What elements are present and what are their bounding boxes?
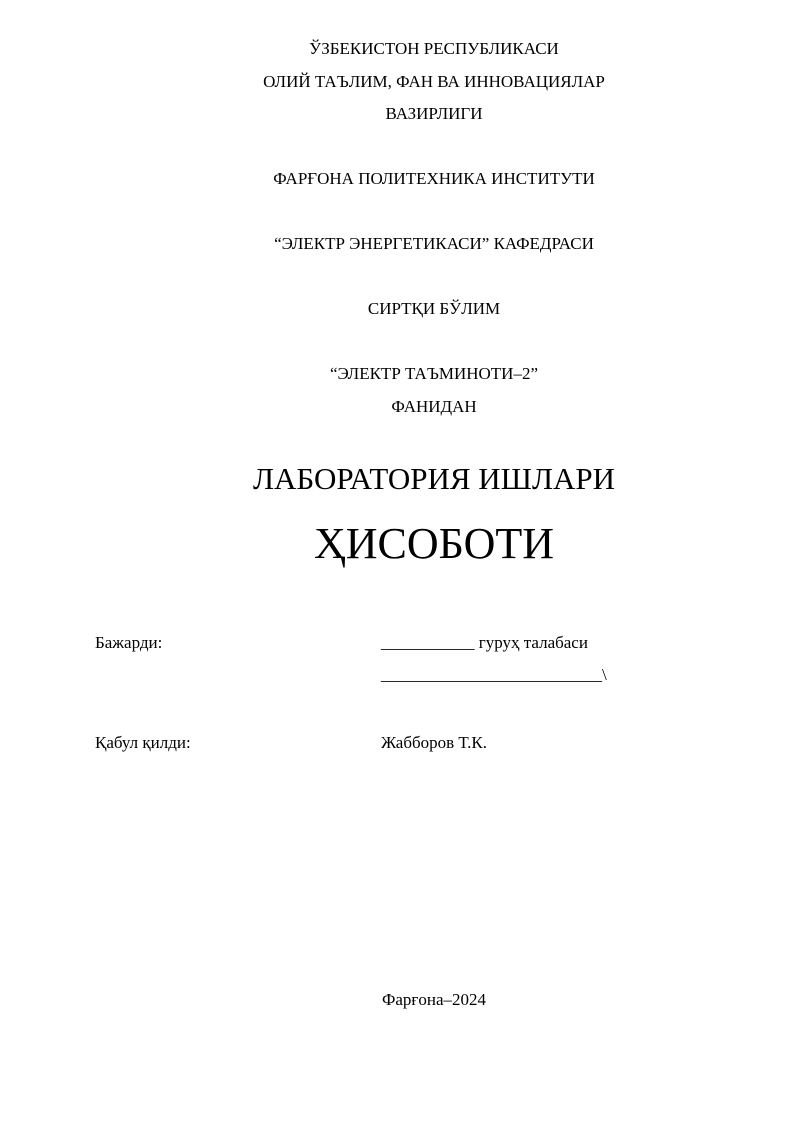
report-title-line-1: ЛАБОРАТОРИЯ ИШЛАРИ	[253, 461, 615, 496]
ministry-line-2: ОЛИЙ ТАЪЛИМ, ФАН ВА ИННОВАЦИЯЛАР	[263, 72, 605, 91]
division-name: СИРТҚИ БЎЛИМ	[367, 299, 501, 318]
accepted-by-label: Қабул қилди:	[95, 733, 191, 752]
ministry-line-1: ЎЗБЕКИСТОН РЕСПУБЛИКАСИ	[309, 39, 559, 58]
group-student-line: ___________ гуруҳ талабаси	[381, 633, 588, 652]
department-name: “ЭЛЕКТР ЭНЕРГЕТИКАСИ” КАФЕДРАСИ	[274, 234, 594, 253]
city-year: Фарғона–2024	[381, 990, 487, 1009]
subject-line-2: ФАНИДАН	[391, 397, 477, 416]
accepted-by-name: Жабборов Т.К.	[381, 733, 487, 752]
ministry-line-3: ВАЗИРЛИГИ	[385, 104, 483, 123]
student-name-line: __________________________\	[381, 665, 607, 684]
subject-line-1: “ЭЛЕКТР ТАЪМИНОТИ–2”	[329, 364, 538, 383]
institute-name: ФАРҒОНА ПОЛИТЕХНИКА ИНСТИТУТИ	[273, 169, 595, 188]
report-title-line-2: ҲИСОБОТИ	[313, 519, 555, 568]
performed-by-label: Бажарди:	[95, 633, 163, 652]
